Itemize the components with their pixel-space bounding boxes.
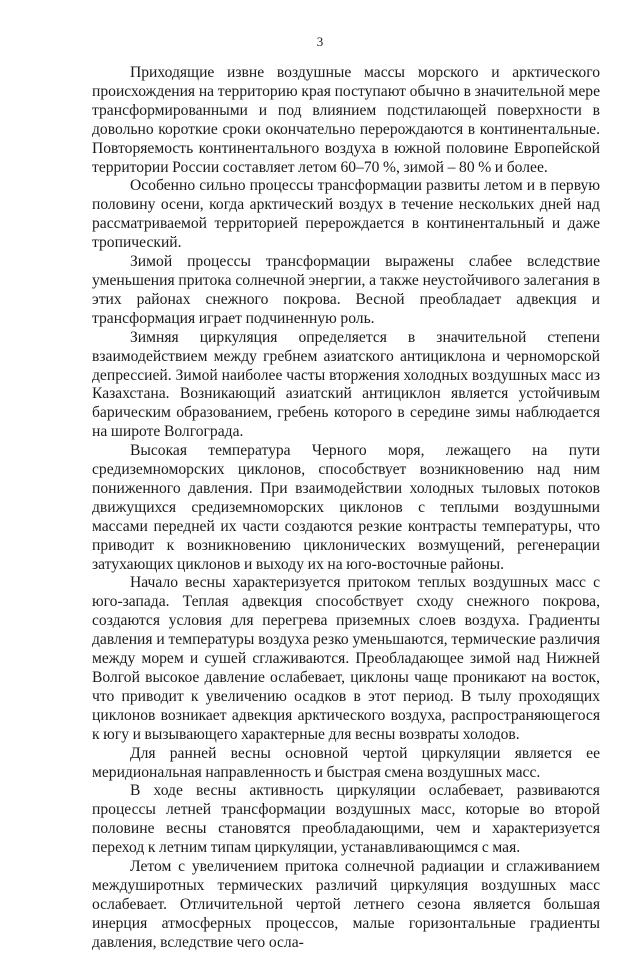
page-number: 3 <box>316 34 324 49</box>
paragraph-3: Зимой процессы трансформации выражены слабее вследствие уменьшения притока солнечной энергии, а также неустойчивого залегания в этих районах снежного покрова. Весной преобладает адвекция и трансформация играет подчиненную роль. <box>92 253 600 327</box>
paragraph-2: Особенно сильно процессы трансформации развиты летом и в первую половину осени, когда арктический воздух в течение нескольких дней над рассматриваемой территорией перерождается в континентальный и даже тропический. <box>92 177 600 252</box>
paragraph-1: Приходящие извне воздушные массы морского и арктического происхождения на территорию края поступают обычно в значительной мере трансформированными и под влиянием подстилающей поверхности в довольно короткие сроки окончательно перерождаются в континентальные. Повторяемость континентального воздуха в южной половине Европейской территории России составляет летом 60–70 %, зимой – 80 % и более. <box>92 64 600 176</box>
body-text <box>92 64 600 953</box>
paragraph-4: Зимняя циркуляция определяется в значительной степени взаимодействием между гребнем азиатского антициклона и черноморской депрессией. Зимой наиболее часты вторжения холодных воздушных масс из Казахстана. Возникающий азиатский антициклон является устойчивым барическим образованием, гребень которого в середине зимы наблюдается на широте Волгограда. <box>92 328 600 441</box>
paragraph-7: Для ранней весны основной чертой циркуляции является ее меридиональная направленность и быстрая смена воздушных масс. <box>92 744 600 781</box>
paragraph-5: Высокая температура Черного моря, лежащего на пути средиземноморских циклонов, способствует возникновению над ним пониженного давления. При взаимодействии холодных тыловых потоков движущихся средиземноморских циклонов с теплыми воздушными массами передней их части создаются резкие контрасты температуры, что приводит к возникновению циклонических возмущений, регенерации затухающих циклонов и выходу их на юго-восточные районы. <box>92 442 600 573</box>
paragraph-9: Летом с увеличением притока солнечной радиации и сглаживанием междуширотных термических различий циркуляция воздушных масс ослабевает. Отличительной чертой летнего сезона является большая инерция атмосферных процессов, малые горизонтальные градиенты давления, вследствие чего осла- <box>92 858 600 951</box>
paragraph-8: В ходе весны активность циркуляции ослабевает, развиваются процессы летней трансформации воздушных масс, которые во второй половине весны становятся преобладающими, чем и характеризуется переход к летним типам циркуляции, устанавливающимся с мая. <box>92 782 600 857</box>
paragraph-6: Начало весны характеризуется притоком теплых воздушных масс с юго-запада. Теплая адвекция способствует сходу снежного покрова, создаются условия для перегрева приземных слоев воздуха. Градиенты давления и температуры воздуха резко уменьшаются, термические различия между морем и сушей сглаживаются. Преобладающее зимой над Нижней Волгой высокое давление ослабевает, циклоны чаще проникают на восток, что приводит к увеличению осадков в этот период. В тылу проходящих циклонов возникает адвекция арктического воздуха, распространяющегося к югу и вызывающего характерные для весны возвраты холодов. <box>92 574 600 743</box>
